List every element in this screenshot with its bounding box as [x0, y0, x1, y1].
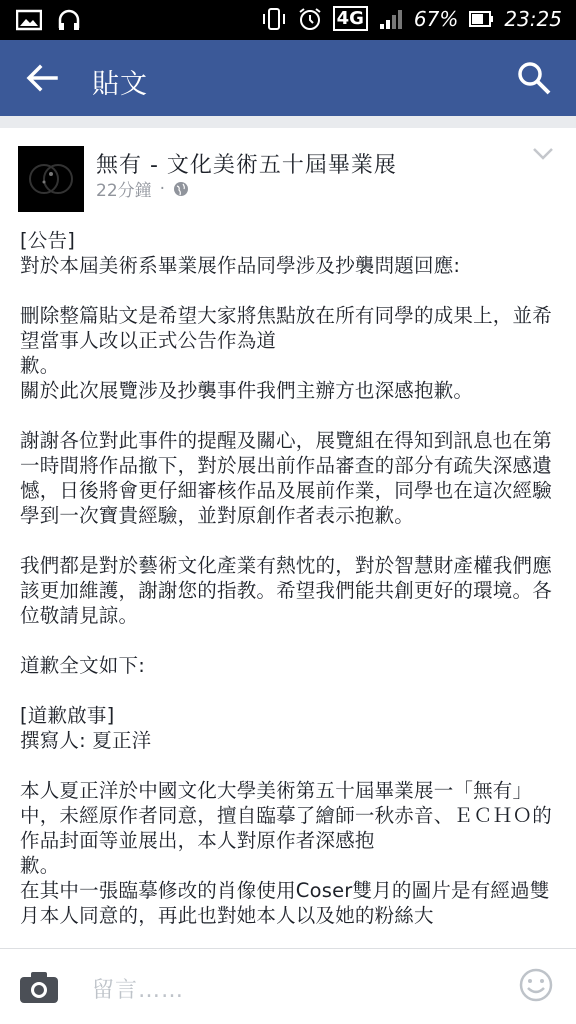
alarm-icon [297, 7, 323, 31]
comment-bar [0, 948, 576, 1024]
comment-input[interactable]: 留言…… [92, 978, 185, 1003]
post-body [20, 228, 565, 928]
back-arrow-icon[interactable] [22, 60, 62, 96]
network-type: 4G [333, 6, 368, 31]
post-paragraph: 道歉全文如下: [20, 654, 145, 677]
avatar[interactable] [18, 146, 84, 212]
clock: 23:25 [504, 6, 562, 31]
vibrate-icon [261, 7, 287, 31]
chevron-down-icon[interactable] [532, 146, 554, 162]
headset-icon [56, 8, 82, 32]
camera-icon[interactable] [18, 969, 60, 1005]
battery-icon [468, 7, 494, 31]
post-time[interactable]: 22分鐘 [96, 181, 152, 201]
globe-icon [173, 181, 189, 197]
app-bar [0, 40, 576, 116]
status-bar [0, 0, 576, 40]
post-card [0, 128, 576, 948]
post-paragraph: 本人夏正洋於中國文化大學美術第五十屆畢業展一「無有」中，未經原作者同意，擅自臨摹了繪師一秋赤音、ＥＣＨＯ的作品封面等並展出，本人對原作者深感抱 歉。 在其中一張臨摹修改的肖像使用Coser雙月的圖片是有經過雙月本人同意的，再此也對她本人以及她的粉絲大 [20, 779, 552, 927]
post-paragraph: 我們都是對於藝術文化產業有熱忱的，對於智慧財產權我們應該更加維護，謝謝您的指教。希望我們能共創更好的環境。各位敬請見諒。 [20, 554, 552, 627]
emoji-icon[interactable] [518, 967, 554, 1003]
post-author[interactable]: 無有 - 文化美術五十屆畢業展 [96, 153, 397, 178]
post-paragraph: [道歉啟事] 撰寫人: 夏正洋 [20, 704, 152, 752]
gallery-icon [16, 8, 42, 32]
avatar-logo-icon [18, 146, 84, 212]
post-meta [96, 176, 189, 201]
post-paragraph: 謝謝各位對此事件的提醒及關心，展覽組在得知到訊息也在第一時間將作品撤下，對於展出前作品審查的部分有疏失深感遺憾，日後將會更仔細審核作品及展前作業，同學也在這次經驗學到一次寶貴經驗，並對原創作者表示抱歉。 [20, 429, 552, 527]
post-paragraph: [公告] 對於本屆美術系畢業展作品同學涉及抄襲問題回應: [20, 229, 461, 277]
post-paragraph: 刪除整篇貼文是希望大家將焦點放在所有同學的成果上，並希望當事人改以正式公告作為道 歉。 關於此次展覽涉及抄襲事件我們主辦方也深感抱歉。 [20, 304, 552, 402]
page-title: 貼文 [92, 69, 148, 100]
signal-icon [378, 7, 404, 31]
battery-percent: 67% [413, 6, 459, 31]
meta-separator: · [159, 178, 166, 199]
search-icon[interactable] [516, 60, 552, 96]
